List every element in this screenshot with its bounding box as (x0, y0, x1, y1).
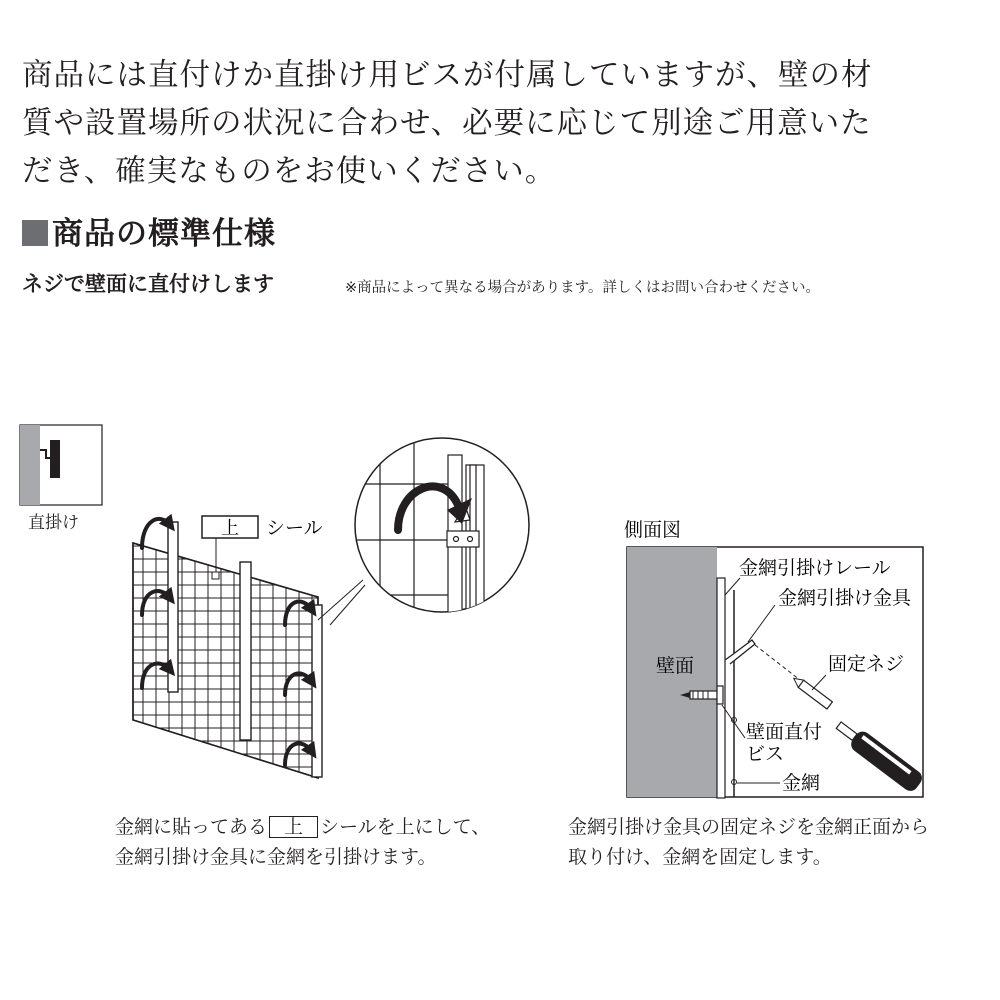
intro-line: 商品には直付けか直掛け用ビスが付属していますが、壁の材 (22, 58, 873, 93)
screw-label: 固定ネジ (828, 653, 905, 675)
mesh-label: 金網 (782, 772, 821, 794)
side-caption-line1: 金網引掛け金具の固定ネジを金網正面から (568, 816, 930, 838)
side-view-title: 側面図 (624, 519, 682, 541)
hook-arrow (142, 519, 170, 548)
sticker-label: シール (266, 517, 323, 539)
wall-screw-label-line2: ビス (746, 743, 785, 765)
zoom-detail-circle (350, 430, 529, 625)
wall-label: 壁面 (656, 655, 695, 677)
wall-screw-label: 壁面直付 (746, 721, 823, 743)
front-caption-line2: 金網引掛け金具に金網を引掛けます。 (115, 846, 437, 868)
front-view-caption (115, 812, 490, 872)
spec-note: ※商品によって異なる場合があります。詳しくはお問い合わせください。 (345, 280, 820, 296)
side-view-caption (568, 812, 929, 872)
mesh-panel-illustration (133, 519, 322, 778)
intro-line: 質や設置場所の状況に合わせ、必要に応じて別途ご用意いた (22, 106, 872, 141)
direct-hang-label: 直掛け (28, 513, 79, 533)
sticker-box-text: 上 (221, 518, 239, 539)
side-caption-line2: 取り付け、金網を固定します。 (568, 846, 832, 868)
front-caption-part: シールを上にして、 (320, 816, 491, 838)
rail-label: 金網引掛けレール (739, 557, 891, 579)
front-caption-box: 上 (269, 816, 318, 838)
hook-label: 金網引掛け金具 (778, 587, 912, 609)
intro-line: だき、確実なものをお使いください。 (22, 154, 557, 189)
spec-heading-text: 商品の標準仕様 (52, 216, 276, 252)
direct-hang-legend-icon (20, 425, 102, 505)
front-caption-part: 金網に貼ってある (115, 816, 268, 838)
spec-subheading: ネジで壁面に直付けします (22, 272, 274, 296)
